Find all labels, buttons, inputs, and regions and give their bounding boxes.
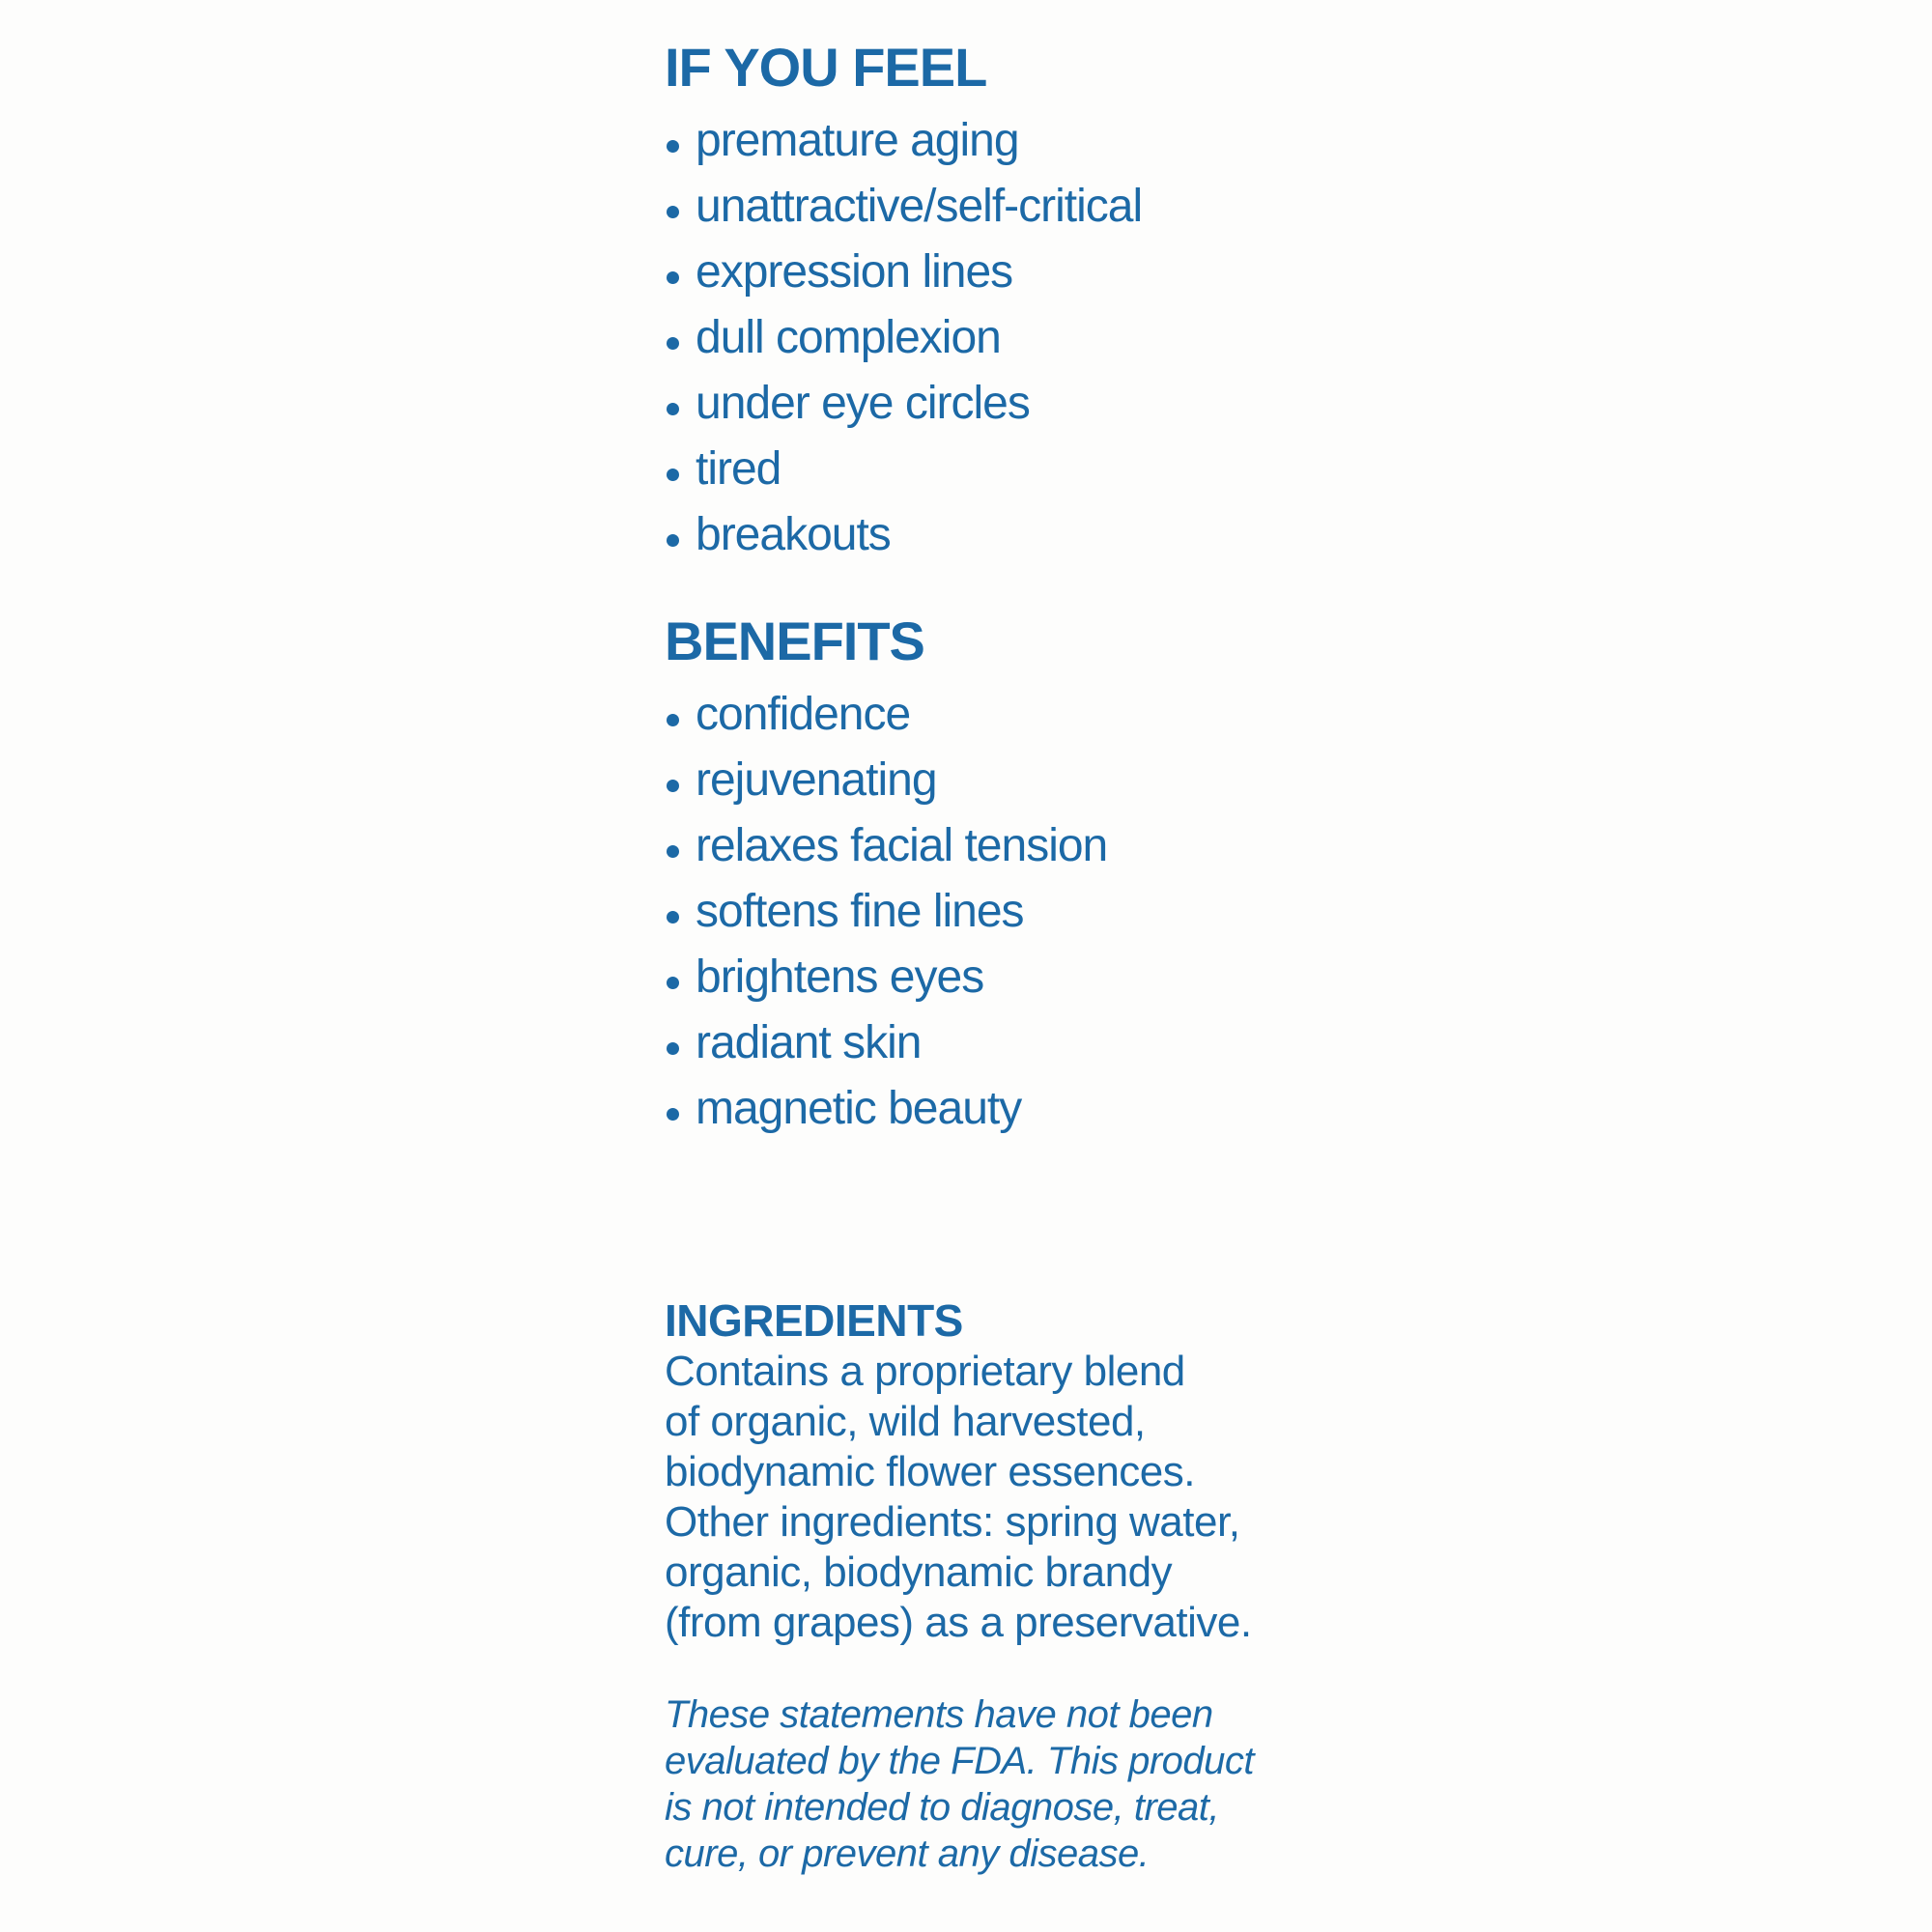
label-text-panel <box>665 35 1399 1877</box>
bullet-icon <box>667 469 679 481</box>
list-item <box>665 945 1399 1010</box>
list-item <box>665 502 1399 568</box>
list-item-label: rejuvenating <box>696 754 937 806</box>
list-item-label: relaxes facial tension <box>696 820 1108 871</box>
list-item-label: unattractive/self-critical <box>696 181 1143 232</box>
if-you-feel-list <box>665 108 1399 568</box>
section-if-you-feel <box>665 35 1399 568</box>
list-item <box>665 813 1399 879</box>
list-item-label: expression lines <box>696 246 1013 298</box>
bullet-icon <box>667 977 679 989</box>
bullet-icon <box>667 780 679 792</box>
bullet-icon <box>667 271 679 284</box>
list-item-label: under eye circles <box>696 378 1030 429</box>
bullet-icon <box>667 337 679 350</box>
list-item-label: softens fine lines <box>696 886 1024 937</box>
list-item <box>665 682 1399 748</box>
paragraph-line: of organic, wild harvested, <box>665 1398 1146 1445</box>
list-item <box>665 240 1399 305</box>
list-item-label: premature aging <box>696 115 1019 166</box>
disclaimer-line: evaluated by the FDA. This product <box>665 1740 1254 1782</box>
list-item <box>665 879 1399 945</box>
paragraph-line: Contains a proprietary blend <box>665 1348 1185 1395</box>
list-item-label: brightens eyes <box>696 952 984 1003</box>
bullet-icon <box>667 534 679 547</box>
fda-disclaimer <box>665 1691 1399 1877</box>
disclaimer-line: cure, or prevent any disease. <box>665 1833 1150 1875</box>
bullet-icon <box>667 403 679 415</box>
list-item <box>665 305 1399 371</box>
list-item <box>665 1010 1399 1076</box>
list-item-label: magnetic beauty <box>696 1083 1022 1134</box>
bullet-icon <box>667 714 679 726</box>
list-item <box>665 371 1399 437</box>
ingredients-heading: INGREDIENTS <box>665 1295 963 1346</box>
list-item <box>665 748 1399 813</box>
benefits-heading: BENEFITS <box>665 611 924 671</box>
list-item-label: breakouts <box>696 509 891 560</box>
list-item-label: dull complexion <box>696 312 1001 363</box>
list-item-label: radiant skin <box>696 1017 922 1068</box>
ingredients-paragraph <box>665 1347 1399 1648</box>
section-ingredients <box>665 1294 1399 1648</box>
list-item <box>665 174 1399 240</box>
list-item <box>665 437 1399 502</box>
bullet-icon <box>667 911 679 923</box>
bullet-icon <box>667 1042 679 1055</box>
bullet-icon <box>667 206 679 218</box>
list-item <box>665 108 1399 174</box>
list-item-label: tired <box>696 443 781 495</box>
paragraph-line: biodynamic flower essences. <box>665 1448 1195 1495</box>
benefits-list <box>665 682 1399 1142</box>
bullet-icon <box>667 1108 679 1121</box>
list-item-label: confidence <box>696 689 911 740</box>
if-you-feel-heading: IF YOU FEEL <box>665 37 987 98</box>
paragraph-line: (from grapes) as a preservative. <box>665 1599 1252 1646</box>
list-item <box>665 1076 1399 1142</box>
bullet-icon <box>667 140 679 153</box>
paragraph-line: Other ingredients: spring water, <box>665 1498 1240 1546</box>
disclaimer-line: These statements have not been <box>665 1693 1213 1736</box>
paragraph-line: organic, biodynamic brandy <box>665 1548 1173 1596</box>
section-benefits <box>665 609 1399 1142</box>
bullet-icon <box>667 845 679 858</box>
disclaimer-line: is not intended to diagnose, treat, <box>665 1786 1220 1829</box>
